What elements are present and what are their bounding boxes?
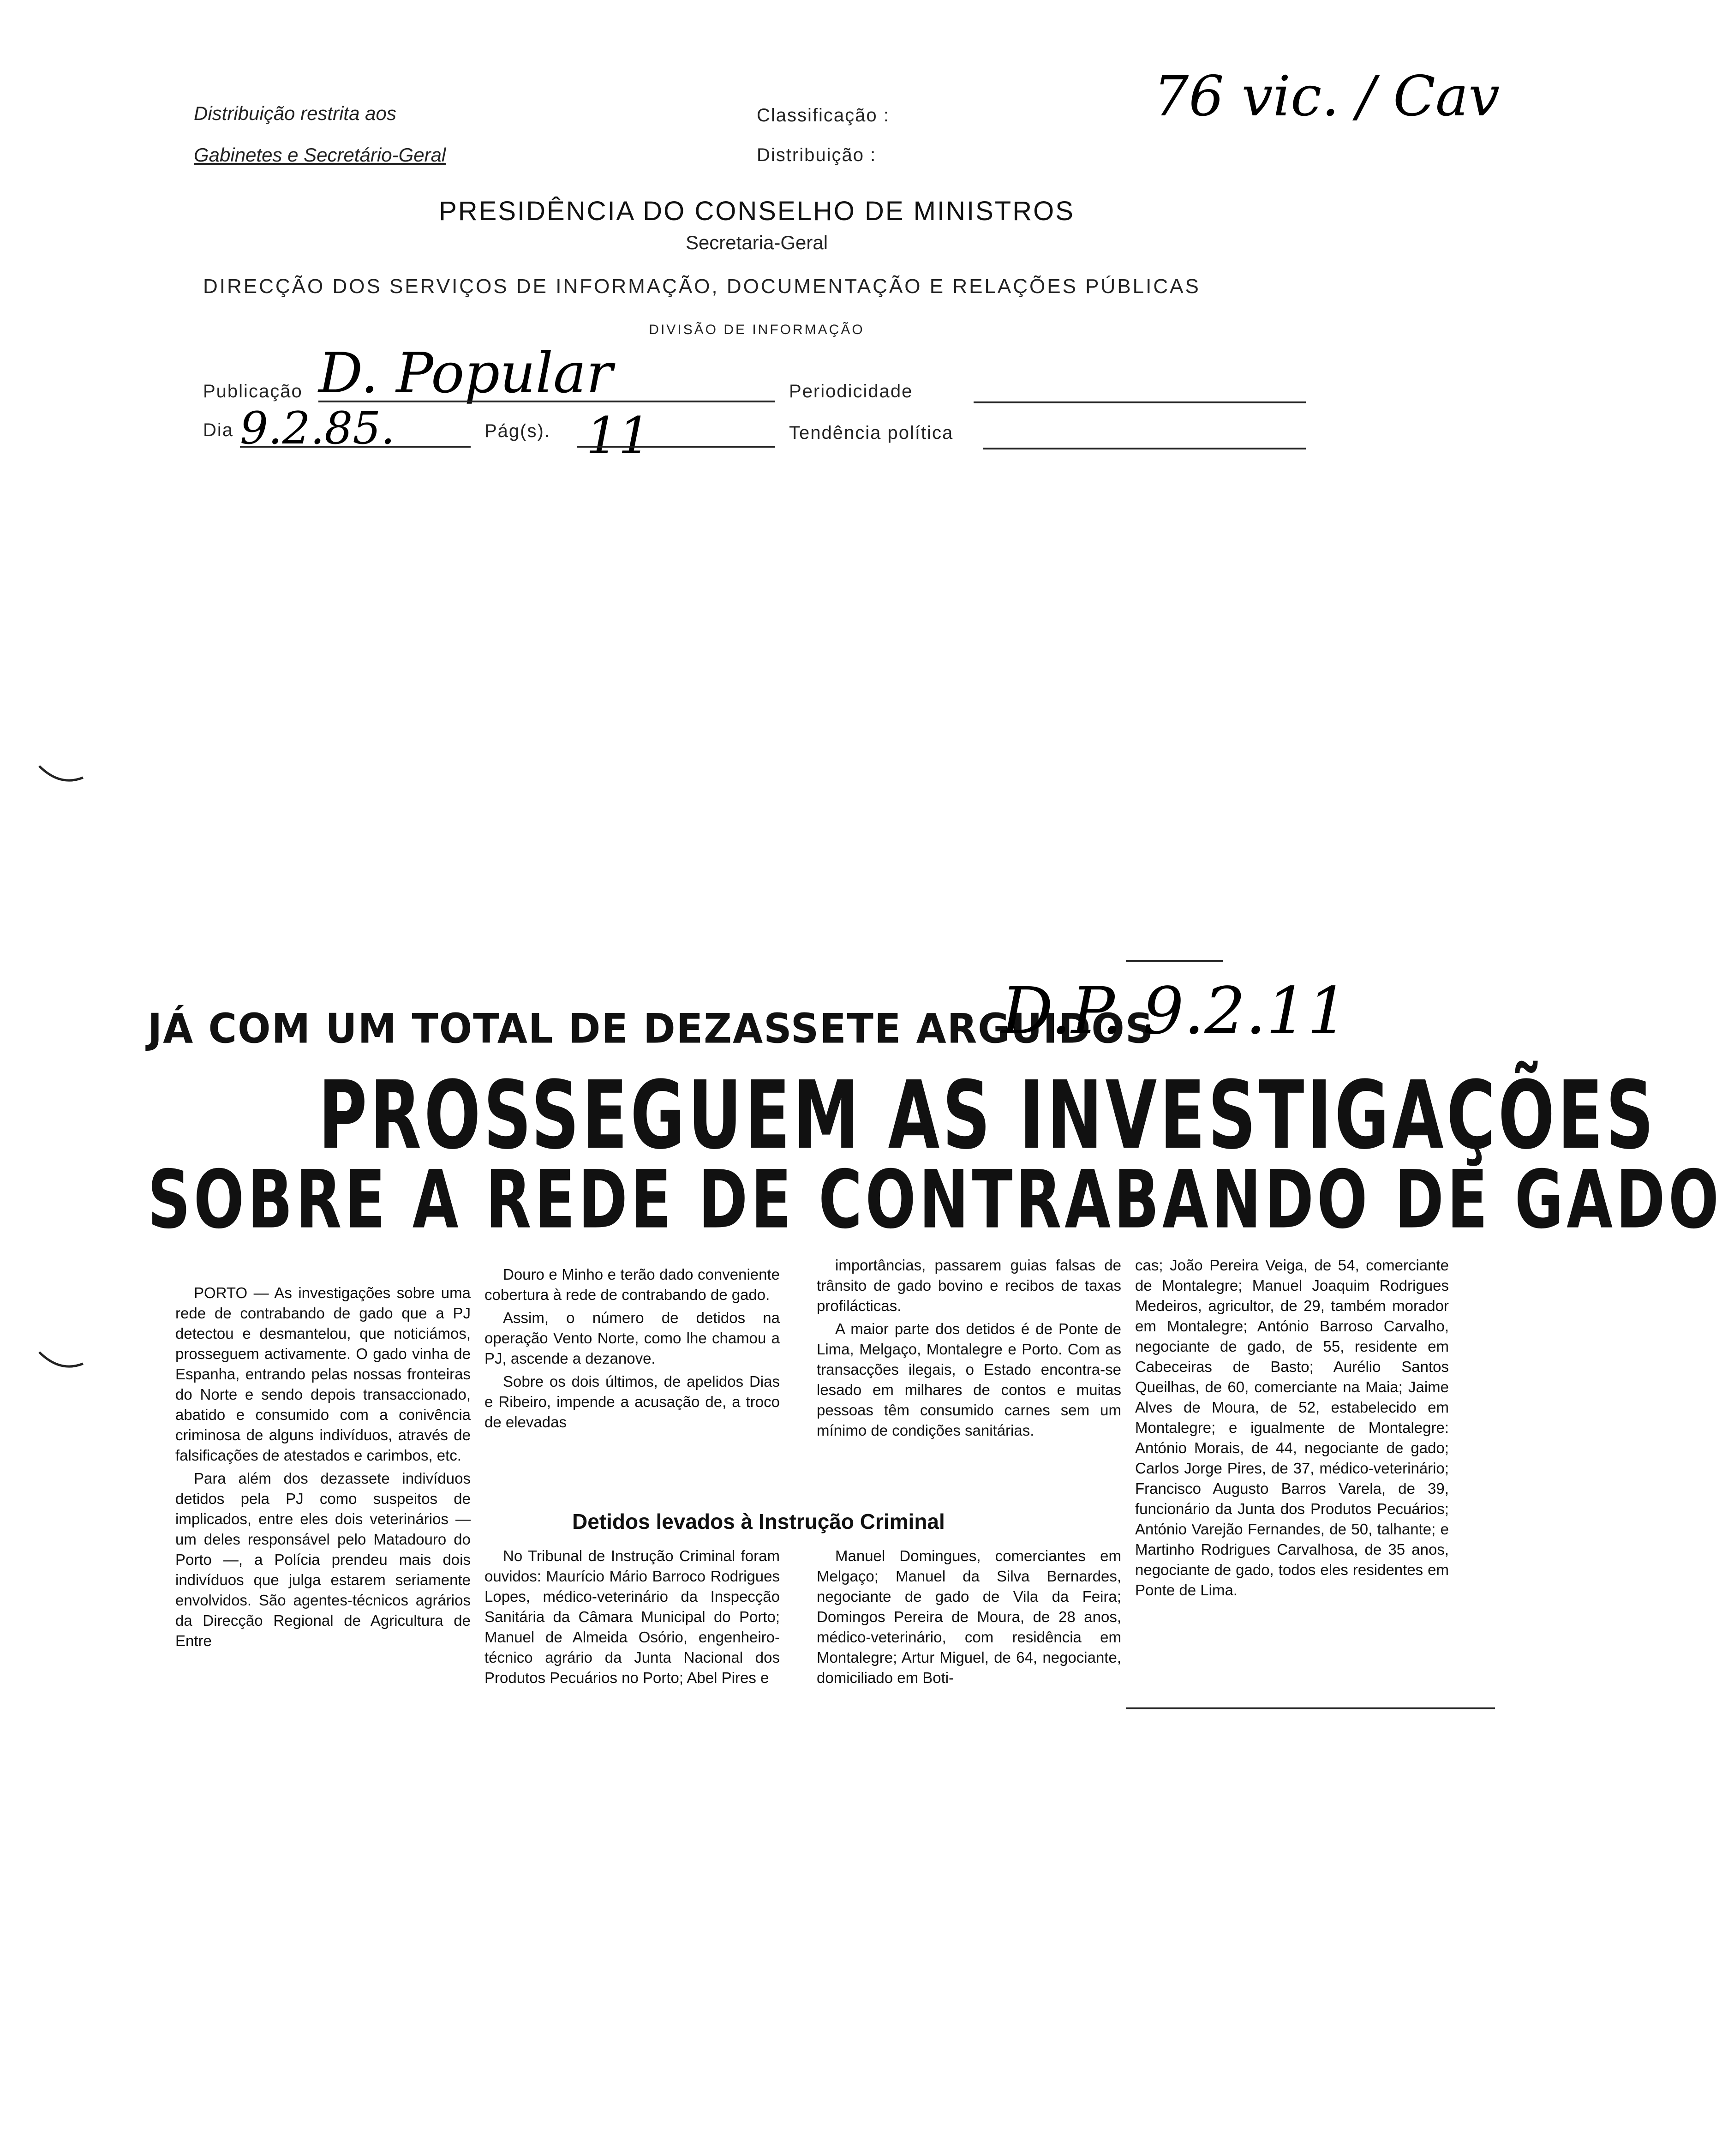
article-column-2: [484, 1264, 780, 1435]
agency-title: PRESIDÊNCIA DO CONSELHO DE MINISTROS: [439, 196, 1075, 226]
article-column-4: [1135, 1255, 1449, 1603]
classification-label: Classificação :: [757, 105, 890, 126]
division-title: DIVISÃO DE INFORMAÇÃO: [649, 322, 865, 337]
handwritten-reference: D.P. 9.2.11: [1001, 974, 1348, 1049]
directorate-title: DIRECÇÃO DOS SERVIÇOS DE INFORMAÇÃO, DOCUMENTAÇÃO E RELAÇÕES PÚBLICAS: [203, 275, 1201, 298]
article-kicker: JÁ COM UM TOTAL DE DEZASSETE ARGUIDOS: [148, 1005, 1154, 1053]
paragraph: Para além dos dezassete indivíduos detidos pela PJ como suspeitos de implicados, entre eles dois veterinários — um deles responsável pelo Matadouro do Porto —, a Polícia prendeu mais dois indivíduos que julga estarem seriamente envolvidos. São agentes-técnicos agrários da Direcção Regional de Agricultura de Entre: [175, 1470, 471, 1649]
article-column-2-lower: [484, 1546, 780, 1691]
article-column-3-lower: [817, 1546, 1121, 1691]
clipping-bottom-rule: [1126, 1707, 1495, 1709]
clipping-top-rule: [1126, 960, 1223, 962]
distribution-label: Distribuição :: [757, 145, 877, 165]
distribution-note-2: Gabinetes e Secretário-Geral: [194, 144, 446, 166]
paragraph: Manuel Domingues, comerciantes em Melgaço; Manuel da Silva Bernardes, negociante de gado de Vila da Feira; Domingos Pereira de Moura, de 28 anos, médico-veterinário, com residência em Montalegre; Artur Miguel, de 64, negociante, domiciliado em Boti-: [817, 1547, 1121, 1686]
paragraph: A maior parte dos detidos é de Ponte de Lima, Melgaço, Montalegre e Porto. Com as transacções ilegais, o Estado encontra-se lesado em milhares de contos e muitas pessoas têm consumido carnes sem um mínimo de condições sanitárias.: [817, 1320, 1121, 1439]
paragraph: Assim, o número de detidos na operação Vento Norte, como lhe chamou a PJ, ascende a dezanove.: [484, 1309, 780, 1367]
margin-tick-mark: [37, 1348, 88, 1375]
article-column-1: [175, 1283, 471, 1654]
distribution-note-1: Distribuição restrita aos: [194, 102, 396, 124]
paragraph: importâncias, passarem guias falsas de trânsito de gado bovino e recibos de taxas profilácticas.: [817, 1257, 1121, 1314]
paragraph: PORTO — As investigações sobre uma rede de contrabando de gado que a PJ detectou e desmantelou, que noticiámos, prosseguem activamente. O gado vinha de Espanha, entrando pelas nossas fronteiras do Norte e sendo depois transaccionado, abatido e consumido com a conivência criminosa de alguns indivíduos, através de falsificações de atestados e carimbos, etc.: [175, 1284, 471, 1464]
day-line: [240, 446, 471, 448]
day-label: Dia: [203, 420, 234, 440]
day-value: 9.2.85.: [240, 402, 395, 454]
page-label: Pág(s).: [484, 421, 550, 441]
periodicity-label: Periodicidade: [789, 381, 913, 401]
corner-handwritten-note: 76 vic. / Cav: [1154, 65, 1500, 129]
margin-tick-mark: [37, 761, 88, 789]
publication-label: Publicação: [203, 381, 303, 401]
page-line: [577, 446, 775, 448]
tendency-line: [983, 448, 1306, 449]
paragraph: cas; João Pereira Veiga, de 54, comerciante de Montalegre; Manuel Joaquim Rodrigues Medeiros, agricultor, de 29, também morador em Montalegre; António Barroso Carvalho, negociante de gado, de 55, residente em Cabeceiras de Basto; Aurélio Santos Queilhas, de 60, comerciante na Maia; Jaime Alves de Moura, de 52, estabelecido em Montalegre; e igualmente de Montalegre: António Morais, de 44, negociante de gado; Carlos Jorge Pires, de 37, médico-veterinário; Francisco Augusto Barros Varela, de 39, funcionário da Junta dos Produtos Pecuários; António Varejão Fernandes, de 50, talhante; e Martinho Rodrigues Carvalhosa, de 35 anos, negociante de gado, todos eles residentes em Ponte de Lima.: [1135, 1257, 1449, 1599]
periodicity-line: [974, 401, 1306, 403]
paragraph: Sobre os dois últimos, de apelidos Dias e Ribeiro, impende a acusação de, a troco de elevadas: [484, 1373, 780, 1431]
headline-line-1: PROSSEGUEM AS INVESTIGAÇÕES: [318, 1061, 1657, 1171]
tendency-label: Tendência política: [789, 423, 954, 443]
article-column-3: [817, 1255, 1121, 1443]
publication-value: D. Popular: [318, 341, 613, 406]
headline-line-2: SOBRE A REDE DE CONTRABANDO DE GADO: [148, 1154, 1722, 1247]
page-value: 11: [586, 406, 651, 465]
article-subhead: Detidos levados à Instrução Criminal: [572, 1509, 945, 1533]
secretariat-title: Secretaria-Geral: [685, 232, 828, 253]
paragraph: Douro e Minho e terão dado conveniente cobertura à rede de contrabando de gado.: [484, 1266, 780, 1303]
paragraph: No Tribunal de Instrução Criminal foram ouvidos: Maurício Mário Barroco Rodrigues Lopes, médico-veterinário da Inspecção Sanitária da Câmara Municipal do Porto; Manuel de Almeida Osório, engenheiro-técnico agrário da Junta Nacional dos Produtos Pecuários no Porto; Abel Pires e: [484, 1547, 780, 1686]
